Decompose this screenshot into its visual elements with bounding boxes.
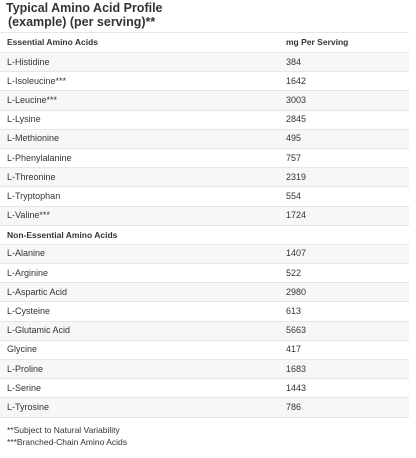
amino-acid-name: L-Histidine [0, 53, 280, 72]
amino-acid-name: L-Aspartic Acid [0, 283, 280, 302]
table-row [0, 244, 409, 263]
table-row [0, 321, 409, 340]
amino-acid-name: L-Tryptophan [0, 187, 280, 206]
amino-acid-value: 1443 [280, 379, 409, 398]
amino-acid-table [0, 32, 409, 418]
amino-acid-value: 786 [280, 398, 409, 417]
section-header-row [0, 225, 409, 244]
amino-acid-name: L-Methionine [0, 129, 280, 148]
amino-acid-name: L-Cysteine [0, 302, 280, 321]
table-row [0, 168, 409, 187]
header-mg-per-serving: mg Per Serving [280, 33, 409, 53]
amino-acid-name: L-Glutamic Acid [0, 321, 280, 340]
header-non-essential: Non-Essential Amino Acids [0, 225, 280, 244]
footnote-natural-variability: **Subject to Natural Variability [7, 424, 120, 435]
amino-acid-value: 1407 [280, 244, 409, 263]
amino-acid-name: L-Lysine [0, 110, 280, 129]
table-header-row [0, 33, 409, 53]
amino-acid-name: L-Phenylalanine [0, 148, 280, 167]
title-line-1: Typical Amino Acid Profile [6, 1, 163, 15]
table-row [0, 187, 409, 206]
amino-acid-value: 384 [280, 53, 409, 72]
table-row [0, 110, 409, 129]
amino-acid-name: L-Leucine*** [0, 91, 280, 110]
amino-acid-name: L-Isoleucine*** [0, 72, 280, 91]
table-row [0, 398, 409, 417]
footnote-bcaa: ***Branched-Chain Amino Acids [7, 436, 128, 447]
section-header-empty-cell [280, 225, 409, 244]
table-row [0, 91, 409, 110]
amino-acid-value: 495 [280, 129, 409, 148]
amino-acid-value: 1724 [280, 206, 409, 225]
page-title [0, 1, 416, 29]
table-row [0, 72, 409, 91]
table-row [0, 340, 409, 359]
table-row [0, 148, 409, 167]
amino-acid-value: 522 [280, 264, 409, 283]
table-row [0, 283, 409, 302]
amino-acid-value: 1642 [280, 72, 409, 91]
header-essential: Essential Amino Acids [0, 33, 280, 53]
amino-acid-name: L-Alanine [0, 244, 280, 263]
amino-acid-value: 2980 [280, 283, 409, 302]
table-row [0, 206, 409, 225]
table-row [0, 129, 409, 148]
title-line-2: (example) (per serving)** [8, 15, 156, 29]
amino-acid-value: 5663 [280, 321, 409, 340]
amino-acid-value: 2319 [280, 168, 409, 187]
amino-acid-value: 2845 [280, 110, 409, 129]
amino-acid-name: L-Serine [0, 379, 280, 398]
amino-acid-name: L-Arginine [0, 264, 280, 283]
table-row [0, 264, 409, 283]
amino-acid-name: Glycine [0, 340, 280, 359]
amino-acid-value: 3003 [280, 91, 409, 110]
amino-acid-value: 417 [280, 340, 409, 359]
amino-acid-name: L-Threonine [0, 168, 280, 187]
amino-acid-name: L-Proline [0, 360, 280, 379]
table-row [0, 379, 409, 398]
amino-acid-value: 554 [280, 187, 409, 206]
table-row [0, 53, 409, 72]
amino-acid-value: 757 [280, 148, 409, 167]
amino-acid-name: L-Tyrosine [0, 398, 280, 417]
table-row [0, 360, 409, 379]
amino-acid-name: L-Valine*** [0, 206, 280, 225]
footnotes [0, 424, 416, 448]
amino-acid-value: 1683 [280, 360, 409, 379]
table-row [0, 302, 409, 321]
amino-acid-value: 613 [280, 302, 409, 321]
